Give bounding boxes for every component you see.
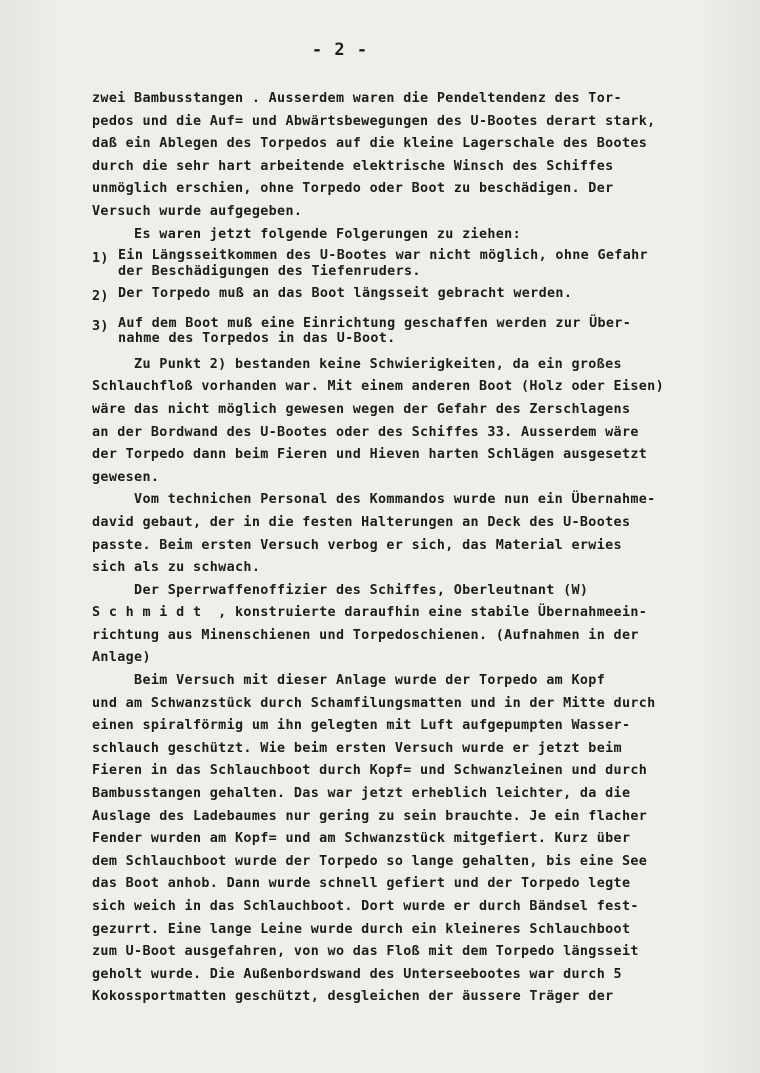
text-line: Beim Versuch mit dieser Anlage wurde der Torpedo am Kopf [92,673,606,689]
text-line: durch die sehr hart arbeitende elektrische Winsch des Schiffes [92,158,614,174]
text-line: Fender wurden am Kopf= und am Schwanzstück mitgefiert. Kurz über [92,831,631,847]
list-item-number: 3) [92,318,109,334]
text-line: Zu Punkt 2) bestanden keine Schwierigkeiten, da ein großes [92,356,622,372]
text-line: pedos und die Auf= und Abwärtsbewegungen des U-Bootes derart stark, [92,113,656,129]
text-line: gezurrt. Eine lange Leine wurde durch ein kleineres Schlauchboot [92,921,631,937]
text-line: Es waren jetzt folgende Folgerungen zu ziehen: [92,226,522,242]
paragraph-block-main [92,354,742,1009]
text-line: S c h m i d t , konstruierte daraufhin eine stabile Übernahmeein- [92,605,648,621]
list-item-text [118,286,742,309]
list-item [92,248,742,279]
text-line: Auf dem Boot muß eine Einrichtung geschaffen werden zur Über- [118,315,632,331]
text-line: Versuch wurde aufgegeben. [92,203,303,219]
text-line: schlauch geschützt. Wie beim ersten Versuch wurde er jetzt beim [92,740,622,756]
text-line: Der Sperrwaffenoffizier des Schiffes, Oberleutnant (W) [92,582,589,598]
document-body [92,88,742,1009]
text-line: an der Bordwand des U-Bootes oder des Schiffes 33. Ausserdem wäre [92,424,639,440]
conclusions-list [92,248,742,347]
page-number: - 2 - [311,40,369,60]
text-line: unmöglich erschien, ohne Torpedo oder Boot zu beschädigen. Der [92,181,614,197]
text-line: und am Schwanzstück durch Schamfilungsmatten und in der Mitte durch [92,695,656,711]
text-line: Auslage des Ladebaumes nur gering zu sein brauchte. Je ein flacher [92,808,648,824]
text-line: der Torpedo dann beim Fieren und Hieven harten Schlägen ausgesetzt [92,447,648,463]
list-item-text [118,248,742,279]
text-line: gewesen. [92,469,160,485]
text-line: Bambusstangen gehalten. Das war jetzt erheblich leichter, da die [92,786,631,802]
list-item [92,316,742,347]
list-item-number: 2) [92,289,109,305]
text-line: das Boot anhob. Dann wurde schnell gefiert und der Torpedo legte [92,876,631,892]
text-line: sich als zu schwach. [92,560,261,576]
text-line: Vom technichen Personal des Kommandos wurde nun ein Übernahme- [92,492,656,508]
text-line: zum U-Boot ausgefahren, von wo das Floß mit dem Torpedo längsseit [92,944,639,960]
text-line: Kokossportmatten geschützt, desgleichen der äussere Träger der [92,989,614,1005]
text-line: richtung aus Minenschienen und Torpedoschienen. (Aufnahmen in der [92,627,639,643]
list-item-number: 1) [92,251,109,267]
text-line: passte. Beim ersten Versuch verbog er sich, das Material erwies [92,537,622,553]
text-line: Fieren in das Schlauchboot durch Kopf= und Schwanzleinen und durch [92,763,648,779]
list-item [92,286,742,309]
text-line: david gebaut, der in die festen Halterungen an Deck des U-Bootes [92,514,631,530]
text-line: Anlage) [92,650,151,666]
text-line: Ein Längsseitkommen des U-Bootes war nicht möglich, ohne Gefahr [118,248,648,264]
text-line: der Beschädigungen des Tiefenruders. [118,263,421,279]
text-line: Schlauchfloß vorhanden war. Mit einem anderen Boot (Holz oder Eisen) [92,379,665,395]
text-line: daß ein Ablegen des Torpedos auf die kleine Lagerschale des Bootes [92,136,648,152]
text-line: dem Schlauchboot wurde der Torpedo so lange gehalten, bis eine See [92,853,648,869]
paragraph-block-intro [92,88,742,246]
list-item-text [118,316,742,347]
text-line: zwei Bambusstangen . Ausserdem waren die Pendeltendenz des Tor- [92,91,622,106]
text-line: wäre das nicht möglich gewesen wegen der Gefahr des Zerschlagens [92,401,631,417]
text-line: sich weich in das Schlauchboot. Dort wurde er durch Bändsel fest- [92,899,639,914]
text-line: Der Torpedo muß an das Boot längsseit gebracht werden. [118,286,573,302]
text-line: nahme des Torpedos in das U-Boot. [118,331,396,347]
text-line: einen spiralförmig um ihn gelegten mit Luft aufgepumpten Wasser- [92,718,631,734]
text-line: geholt wurde. Die Außenbordswand des Unterseebootes war durch 5 [92,966,622,982]
